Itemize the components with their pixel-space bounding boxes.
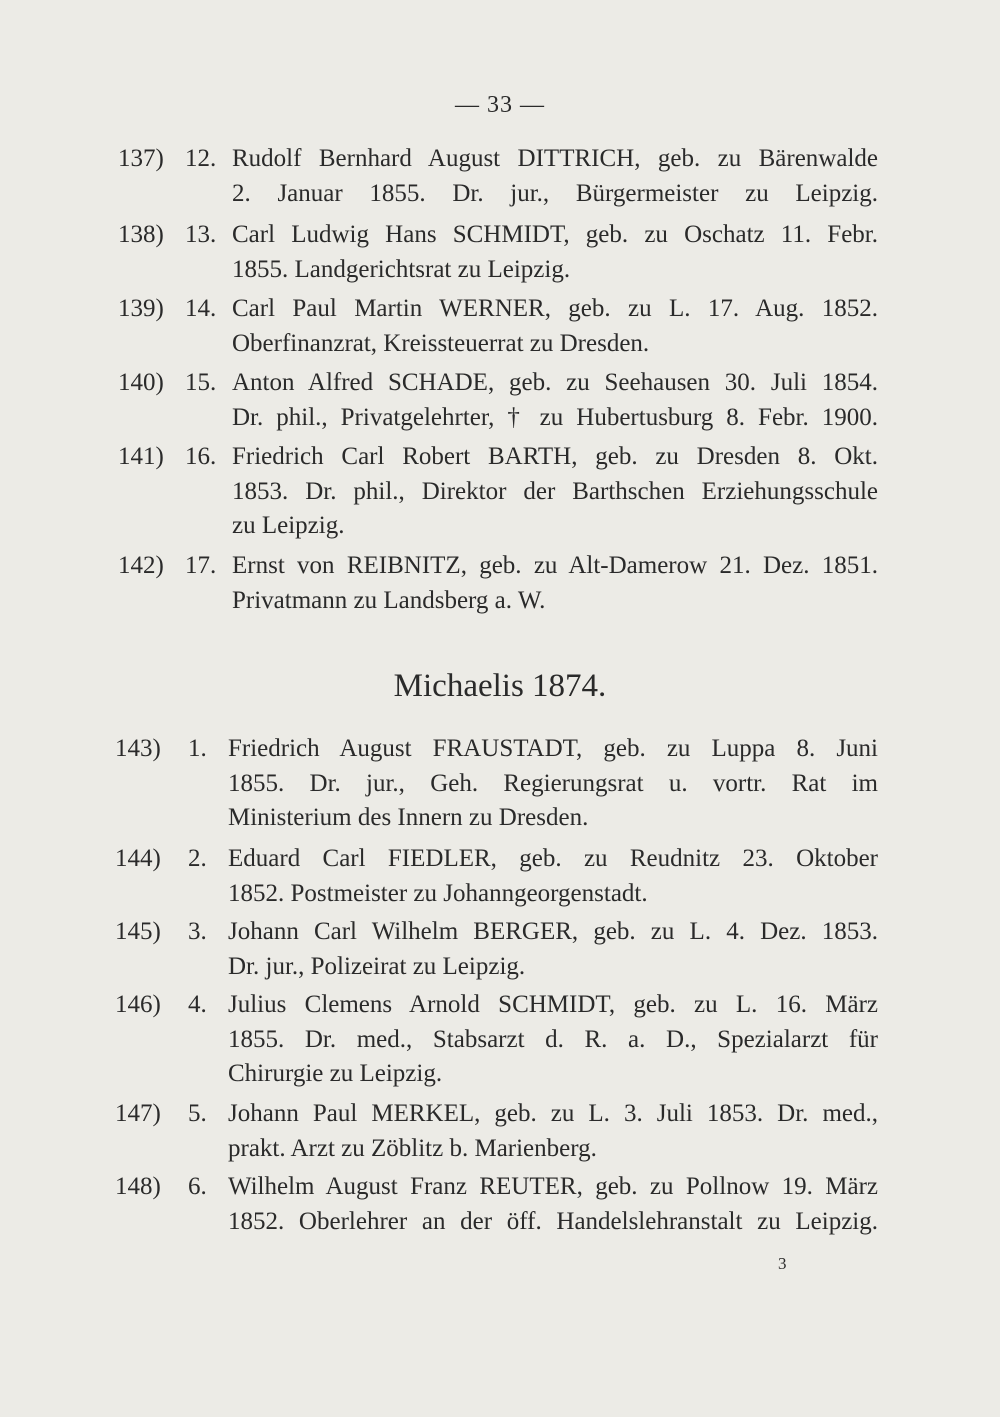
entry-text: 2. Januar 1855. Dr. jur., Bürgermeister zu Leipzig. bbox=[232, 179, 878, 207]
entry-subnumber: 13. bbox=[185, 221, 217, 248]
entry bbox=[0, 218, 1000, 287]
entry-text: prakt. Arzt zu Zöblitz b. Marienberg. bbox=[228, 1134, 597, 1162]
entry bbox=[0, 549, 1000, 618]
entry-text: Julius Clemens Arnold SCHMIDT, geb. zu L. 16. März bbox=[228, 991, 878, 1018]
page-number: — 33 — bbox=[455, 92, 545, 118]
entry-text: Dr. jur., Polizeirat zu Leipzig. bbox=[228, 952, 526, 980]
entry-line bbox=[0, 327, 1000, 362]
entry-text: 1855. Landgerichtsrat zu Leipzig. bbox=[232, 255, 571, 283]
entry-line bbox=[0, 1023, 1000, 1058]
entry-line bbox=[0, 842, 1000, 877]
entry-line bbox=[0, 218, 1000, 253]
entry-number: 146) bbox=[115, 991, 161, 1018]
entry bbox=[0, 366, 1000, 435]
entry-line bbox=[0, 801, 1000, 836]
entry-line bbox=[0, 950, 1000, 985]
entry-text: Johann Carl Wilhelm BERGER, geb. zu L. 4. Dez. 1853. bbox=[228, 918, 878, 945]
entry-line bbox=[0, 142, 1000, 177]
entry-number: 140) bbox=[118, 369, 164, 396]
entry-text: 1855. Dr. med., Stabsarzt d. R. a. D., Spezialarzt für bbox=[228, 1025, 878, 1053]
entry-line bbox=[0, 1205, 1000, 1240]
entry bbox=[0, 842, 1000, 911]
entry-text: zu Leipzig. bbox=[232, 512, 345, 539]
entry-line bbox=[0, 440, 1000, 475]
entry bbox=[0, 1170, 1000, 1239]
entry-number: 139) bbox=[118, 295, 164, 322]
entry-text: Friedrich Carl Robert BARTH, geb. zu Dresden 8. Okt. bbox=[232, 443, 878, 470]
entry-number: 138) bbox=[118, 221, 164, 248]
entry-number: 145) bbox=[115, 918, 161, 945]
entry-text: Chirurgie zu Leipzig. bbox=[228, 1060, 443, 1087]
entry bbox=[0, 142, 1000, 211]
entry-line bbox=[0, 366, 1000, 401]
entry-line bbox=[0, 1132, 1000, 1167]
entry-text: Johann Paul MERKEL, geb. zu L. 3. Juli 1853. Dr. med., bbox=[228, 1100, 878, 1127]
entry-line bbox=[0, 549, 1000, 584]
entry-number: 148) bbox=[115, 1173, 161, 1200]
entry-text: Eduard Carl FIEDLER, geb. zu Reudnitz 23. Oktober bbox=[228, 845, 878, 872]
entry-text: Carl Ludwig Hans SCHMIDT, geb. zu Oschatz 11. Febr. bbox=[232, 221, 878, 248]
entry bbox=[0, 988, 1000, 1092]
entry-line bbox=[0, 877, 1000, 912]
entry-number: 144) bbox=[115, 845, 161, 872]
entry-line bbox=[0, 1057, 1000, 1092]
entry-number: 143) bbox=[115, 735, 161, 762]
entry-subnumber: 4. bbox=[188, 991, 207, 1018]
entry-line bbox=[0, 1170, 1000, 1205]
entry-line bbox=[0, 732, 1000, 767]
entry-line bbox=[0, 1097, 1000, 1132]
entry bbox=[0, 732, 1000, 836]
entry-subnumber: 16. bbox=[185, 443, 217, 470]
entry-subnumber: 15. bbox=[185, 369, 217, 396]
entry-subnumber: 6. bbox=[188, 1173, 207, 1200]
entry-line bbox=[0, 915, 1000, 950]
entry-subnumber: 2. bbox=[188, 845, 207, 872]
entry-number: 141) bbox=[118, 443, 164, 470]
entry-text: Friedrich August FRAUSTADT, geb. zu Luppa 8. Juni bbox=[228, 735, 878, 762]
entry-line bbox=[0, 509, 1000, 544]
entry-number: 147) bbox=[115, 1100, 161, 1127]
entry-text: Rudolf Bernhard August DITTRICH, geb. zu Bärenwalde bbox=[232, 145, 878, 172]
entry-number: 137) bbox=[118, 145, 164, 172]
entry-subnumber: 5. bbox=[188, 1100, 207, 1127]
signature-mark: 3 bbox=[778, 1254, 787, 1273]
entry bbox=[0, 292, 1000, 361]
entry-text: Dr. phil., Privatgelehrter, † zu Hubertusburg 8. Febr. 1900. bbox=[232, 403, 878, 431]
entry-text: Ernst von REIBNITZ, geb. zu Alt-Damerow 21. Dez. 1851. bbox=[232, 552, 878, 579]
entry bbox=[0, 440, 1000, 544]
entry-line bbox=[0, 401, 1000, 436]
entry-text: 1852. Oberlehrer an der öff. Handelslehranstalt zu Leipzig. bbox=[228, 1207, 878, 1235]
section-heading: Michaelis 1874. bbox=[393, 668, 607, 704]
entry-line bbox=[0, 988, 1000, 1023]
entry-text: Privatmann zu Landsberg a. W. bbox=[232, 586, 546, 614]
entry-text: Wilhelm August Franz REUTER, geb. zu Pollnow 19. März bbox=[228, 1173, 878, 1200]
entry-text: 1853. Dr. phil., Direktor der Barthschen Erziehungsschule bbox=[232, 477, 878, 505]
entry-line bbox=[0, 584, 1000, 619]
entry-line bbox=[0, 475, 1000, 510]
entry-line bbox=[0, 177, 1000, 212]
entry bbox=[0, 915, 1000, 984]
entry-line bbox=[0, 253, 1000, 288]
entry-text: 1855. Dr. jur., Geh. Regierungsrat u. vortr. Rat im bbox=[228, 769, 878, 797]
entry-subnumber: 14. bbox=[185, 295, 217, 322]
entry-subnumber: 1. bbox=[188, 735, 207, 762]
entry-subnumber: 12. bbox=[185, 145, 217, 172]
entry-line bbox=[0, 767, 1000, 802]
entry-text: Oberfinanzrat, Kreissteuerrat zu Dresden. bbox=[232, 329, 650, 357]
entry-line bbox=[0, 292, 1000, 327]
entry-text: 1852. Postmeister zu Johanngeorgenstadt. bbox=[228, 879, 648, 907]
entry bbox=[0, 1097, 1000, 1166]
entry-subnumber: 3. bbox=[188, 918, 207, 945]
entry-number: 142) bbox=[118, 552, 164, 579]
entry-text: Carl Paul Martin WERNER, geb. zu L. 17. Aug. 1852. bbox=[232, 295, 878, 322]
entry-subnumber: 17. bbox=[185, 552, 217, 579]
entry-text: Ministerium des Innern zu Dresden. bbox=[228, 804, 589, 831]
entry-text: Anton Alfred SCHADE, geb. zu Seehausen 30. Juli 1854. bbox=[232, 369, 878, 396]
